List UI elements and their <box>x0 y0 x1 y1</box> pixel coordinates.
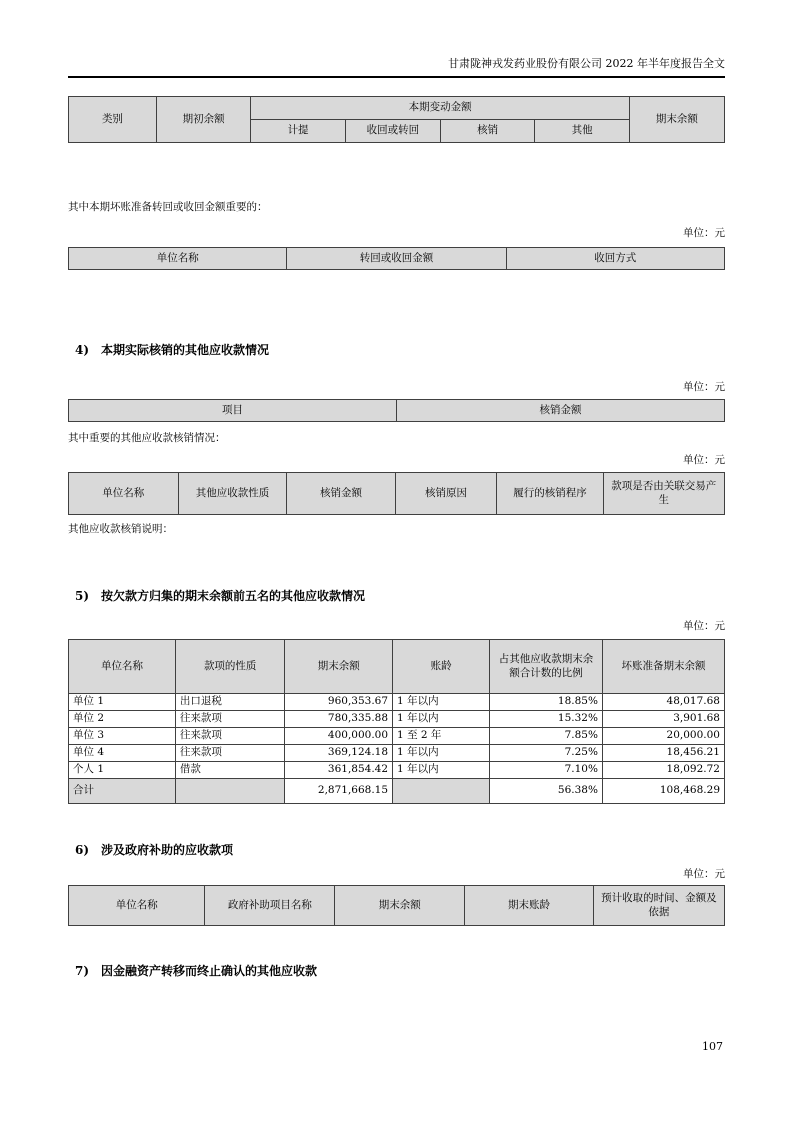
cell-nature: 往来款项 <box>175 711 285 728</box>
cell-nature: 往来款项 <box>175 728 285 745</box>
table-row <box>69 694 725 711</box>
cell-aging: 1 年以内 <box>393 762 490 779</box>
cell-aging: 1 年以内 <box>393 711 490 728</box>
document-header-title: 甘肃陇神戎发药业股份有限公司 2022 年半年度报告全文 <box>68 57 725 78</box>
col-header-unit-name: 单位名称 <box>69 248 287 270</box>
section-5-number: 5) <box>75 589 90 603</box>
recover-amounts-table <box>68 247 725 270</box>
cell-ratio: 18.85% <box>490 694 603 711</box>
col-header-item: 项目 <box>69 400 397 422</box>
col-header-unit-name: 单位名称 <box>69 473 179 515</box>
col-header-writeoff-amount: 核销金额 <box>287 473 395 515</box>
cell-nature: 借款 <box>175 762 285 779</box>
bad-debt-movement-table <box>68 96 725 143</box>
section-4-heading <box>68 343 725 358</box>
col-header-expected-collection: 预计收取的时间、金额及依据 <box>593 886 724 926</box>
cell-ratio: 7.85% <box>490 728 603 745</box>
top-five-receivables-table <box>68 639 725 804</box>
section-5-heading <box>68 589 725 604</box>
cell-unit-name: 单位 1 <box>69 694 176 711</box>
section-6-title: 涉及政府补助的应收款项 <box>101 843 234 857</box>
section-5-title: 按欠款方归集的期末余额前五名的其他应收款情况 <box>101 589 366 603</box>
section-4-title: 本期实际核销的其他应收款情况 <box>101 343 270 357</box>
col-header-writeoff-reason: 核销原因 <box>395 473 497 515</box>
cell-aging: 1 年以内 <box>393 694 490 711</box>
unit-label: 单位：元 <box>683 381 725 393</box>
col-header-recover-reverse: 收回或转回 <box>345 120 440 143</box>
section-7-number: 7) <box>75 964 90 978</box>
cell-total-bad-debt: 108,468.29 <box>602 779 724 804</box>
col-header-ratio: 占其他应收款期末余额合计数的比例 <box>490 640 603 694</box>
page-number: 107 <box>702 1040 723 1053</box>
cell-total-balance: 2,871,668.15 <box>285 779 393 804</box>
section-4-number: 4) <box>75 343 90 357</box>
cell-ratio: 7.25% <box>490 745 603 762</box>
cell-bad-debt: 48,017.68 <box>602 694 724 711</box>
cell-empty <box>393 779 490 804</box>
cell-aging: 1 至 2 年 <box>393 728 490 745</box>
cell-unit-name: 单位 4 <box>69 745 176 762</box>
important-writeoff-note: 其中重要的其他应收款核销情况： <box>68 432 226 444</box>
cell-closing-balance: 960,353.67 <box>285 694 393 711</box>
section-6-number: 6) <box>75 843 90 857</box>
col-header-recover-amount: 转回或收回金额 <box>287 248 506 270</box>
writeoff-summary-table <box>68 399 725 422</box>
cell-bad-debt: 18,456.21 <box>602 745 724 762</box>
col-header-recover-method: 收回方式 <box>506 248 724 270</box>
col-header-related-party: 款项是否由关联交易产生 <box>603 473 724 515</box>
table-row <box>69 745 725 762</box>
unit-label: 单位：元 <box>683 868 725 880</box>
cell-closing-balance: 400,000.00 <box>285 728 393 745</box>
cell-ratio: 7.10% <box>490 762 603 779</box>
cell-closing-balance: 780,335.88 <box>285 711 393 728</box>
col-header-other: 其他 <box>535 120 629 143</box>
cell-unit-name: 单位 2 <box>69 711 176 728</box>
col-header-subsidy-project: 政府补助项目名称 <box>205 886 335 926</box>
table-total-row <box>69 779 725 804</box>
cell-bad-debt: 3,901.68 <box>602 711 724 728</box>
col-header-unit-name: 单位名称 <box>69 886 205 926</box>
col-header-bad-debt-balance: 坏账准备期末余额 <box>602 640 724 694</box>
table-row <box>69 728 725 745</box>
cell-total-ratio: 56.38% <box>490 779 603 804</box>
table-row <box>69 711 725 728</box>
section-7-heading <box>68 964 725 979</box>
col-header-closing-aging: 期末账龄 <box>465 886 594 926</box>
recover-intro-note: 其中本期坏账准备转回或收回金额重要的： <box>68 201 268 213</box>
col-header-writeoff-amount: 核销金额 <box>397 400 725 422</box>
cell-nature: 出口退税 <box>175 694 285 711</box>
col-header-nature: 款项的性质 <box>175 640 285 694</box>
writeoff-explain-note: 其他应收款核销说明： <box>68 523 173 535</box>
col-header-category: 类别 <box>69 97 157 143</box>
cell-closing-balance: 369,124.18 <box>285 745 393 762</box>
col-header-accrual: 计提 <box>251 120 345 143</box>
cell-closing-balance: 361,854.42 <box>285 762 393 779</box>
col-header-writeoff: 核销 <box>440 120 534 143</box>
col-header-receivable-nature: 其他应收款性质 <box>178 473 287 515</box>
cell-unit-name: 个人 1 <box>69 762 176 779</box>
cell-bad-debt: 20,000.00 <box>602 728 724 745</box>
writeoff-detail-table <box>68 472 725 515</box>
col-header-closing-balance: 期末余额 <box>629 97 724 143</box>
cell-unit-name: 单位 3 <box>69 728 176 745</box>
cell-total-label: 合计 <box>69 779 176 804</box>
unit-label: 单位：元 <box>683 620 725 632</box>
col-header-unit-name: 单位名称 <box>69 640 176 694</box>
government-subsidy-table <box>68 885 725 926</box>
table-row <box>69 762 725 779</box>
col-header-closing-balance: 期末余额 <box>285 640 393 694</box>
section-7-title: 因金融资产转移而终止确认的其他应收款 <box>101 964 318 978</box>
cell-nature: 往来款项 <box>175 745 285 762</box>
unit-label: 单位：元 <box>683 454 725 466</box>
col-header-closing-balance: 期末余额 <box>335 886 465 926</box>
section-6-heading <box>68 843 725 858</box>
cell-ratio: 15.32% <box>490 711 603 728</box>
col-header-opening-balance: 期初余额 <box>156 97 250 143</box>
col-header-aging: 账龄 <box>393 640 490 694</box>
col-header-change-group: 本期变动金额 <box>251 97 629 120</box>
cell-aging: 1 年以内 <box>393 745 490 762</box>
col-header-writeoff-procedure: 履行的核销程序 <box>497 473 603 515</box>
cell-empty <box>175 779 285 804</box>
cell-bad-debt: 18,092.72 <box>602 762 724 779</box>
unit-label: 单位：元 <box>683 227 725 239</box>
